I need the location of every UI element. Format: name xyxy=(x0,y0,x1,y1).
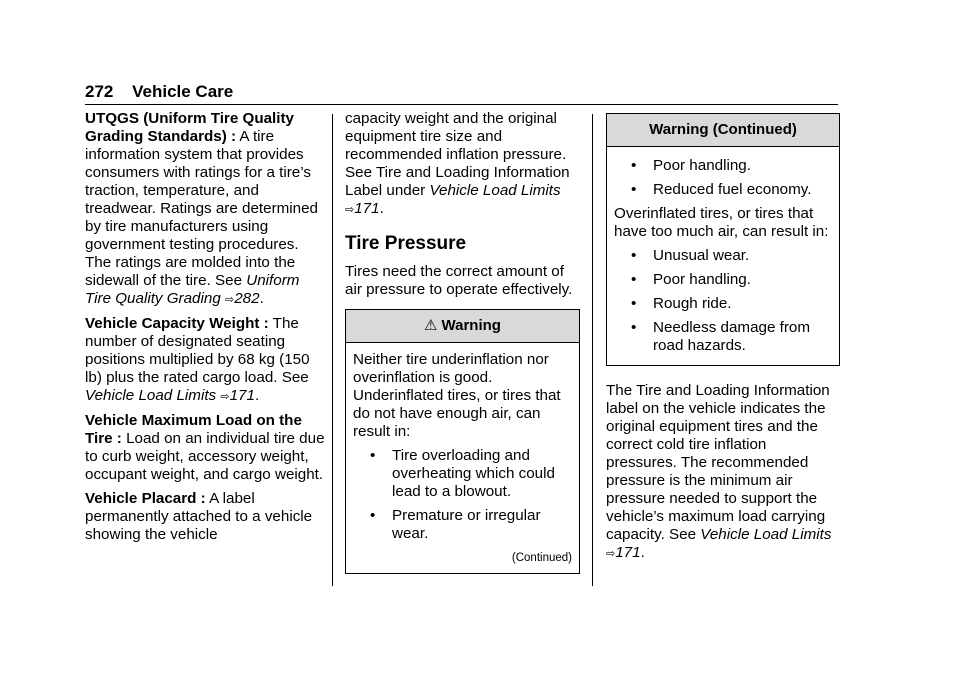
cross-reference-link[interactable]: Vehicle Load Limits xyxy=(85,387,217,404)
term: UTQGS (Uniform Tire Quality Grading Standards) : xyxy=(85,110,294,145)
warning-header: Warning (Continued) xyxy=(607,114,839,147)
warning-box xyxy=(345,309,580,574)
warning-body xyxy=(346,343,579,573)
warning-header xyxy=(346,310,579,343)
continued-paragraph: capacity weight and the original equipment tire size and recommended inflation pressure. See Tire and Loading Information Label under Vehicle Load Limits ⇨171. xyxy=(345,110,570,217)
term: Vehicle Maximum Load on the Tire : xyxy=(85,412,302,447)
list-item: • Poor handling. xyxy=(614,157,832,175)
warning-icon: ⚠ xyxy=(424,317,438,334)
page-number: 272 xyxy=(85,82,114,101)
definition-utqgs: UTQGS (Uniform Tire Quality Grading Standards) : A tire information system that provides consumers with ratings for a tire’s traction, temperature, and treadwear. Ratings are determined by tire manufacturers using government testing procedures. The ratings are molded into the sidewall of the tire. See Uniform Tire Quality Grading ⇨282. xyxy=(85,110,319,307)
page-ref[interactable]: 171 xyxy=(229,387,255,404)
page-header xyxy=(85,82,233,102)
column-1 xyxy=(85,110,325,550)
label-paragraph: The Tire and Loading Information label on the vehicle indicates the original equipment tires and the correct cold tire inflation pressures. The recommended pressure is the minimum air pressure needed to support the vehicle’s maximum load carrying capacity. See Vehicle Load Limits ⇨171. xyxy=(606,382,832,561)
list-item: • Premature or irregular wear. xyxy=(353,507,572,543)
warning-text: Overinflated tires, or tires that have too much air, can result in: xyxy=(614,205,829,240)
list-item: • Rough ride. xyxy=(614,295,832,313)
section-heading: Tire Pressure xyxy=(345,233,467,254)
cross-reference-link[interactable]: Vehicle Load Limits xyxy=(429,182,561,199)
list-item: • Unusual wear. xyxy=(614,247,832,265)
term: Vehicle Capacity Weight : xyxy=(85,315,269,332)
definition-placard: Vehicle Placard : A label permanently attached to a vehicle showing the vehicle xyxy=(85,490,313,543)
page-ref[interactable]: 282 xyxy=(234,290,260,307)
intro-paragraph: Tires need the correct amount of air pressure to operate effectively. xyxy=(345,263,573,298)
header-rule xyxy=(85,104,838,105)
list-item: • Poor handling. xyxy=(614,271,832,289)
column-divider-2 xyxy=(592,114,593,586)
column-2 xyxy=(345,110,580,574)
page-ref[interactable]: 171 xyxy=(615,544,641,561)
definition-max-load: Vehicle Maximum Load on the Tire : Load on an individual tire due to curb weight, accessory weight, occupant weight, and cargo weight. xyxy=(85,412,325,483)
column-divider-1 xyxy=(332,114,333,586)
list-item: • Needless damage from road hazards. xyxy=(614,319,832,355)
warning-title: Warning xyxy=(441,317,501,334)
page-ref[interactable]: 171 xyxy=(354,200,380,217)
list-item: • Tire overloading and overheating which could lead to a blowout. xyxy=(353,447,572,501)
definition-capacity-weight: Vehicle Capacity Weight : The number of designated seating positions multiplied by 68 kg (150 lb) plus the rated cargo load. See Vehicle Load Limits ⇨171. xyxy=(85,315,310,404)
warning-box-continued xyxy=(606,113,840,366)
cross-reference-link[interactable]: Uniform Tire Quality Grading xyxy=(85,272,300,307)
warning-text: Neither tire underinflation nor overinflation is good. Underinflated tires, or tires that do not have enough air, can result in: xyxy=(353,351,561,440)
column-3 xyxy=(606,113,840,569)
continued-label: (Continued) xyxy=(511,552,572,564)
warning-list xyxy=(614,157,832,199)
warning-body xyxy=(607,147,839,365)
page-ref-arrow-icon: ⇨ xyxy=(606,548,616,560)
page-ref-arrow-icon: ⇨ xyxy=(345,204,355,216)
warning-list xyxy=(614,247,832,355)
page-ref-arrow-icon: ⇨ xyxy=(220,391,230,403)
page-ref-arrow-icon: ⇨ xyxy=(225,294,235,306)
section-title: Vehicle Care xyxy=(132,82,234,101)
cross-reference-link[interactable]: Vehicle Load Limits xyxy=(700,526,832,543)
term: Vehicle Placard : xyxy=(85,490,206,507)
warning-list xyxy=(353,447,572,543)
list-item: • Reduced fuel economy. xyxy=(614,181,832,199)
